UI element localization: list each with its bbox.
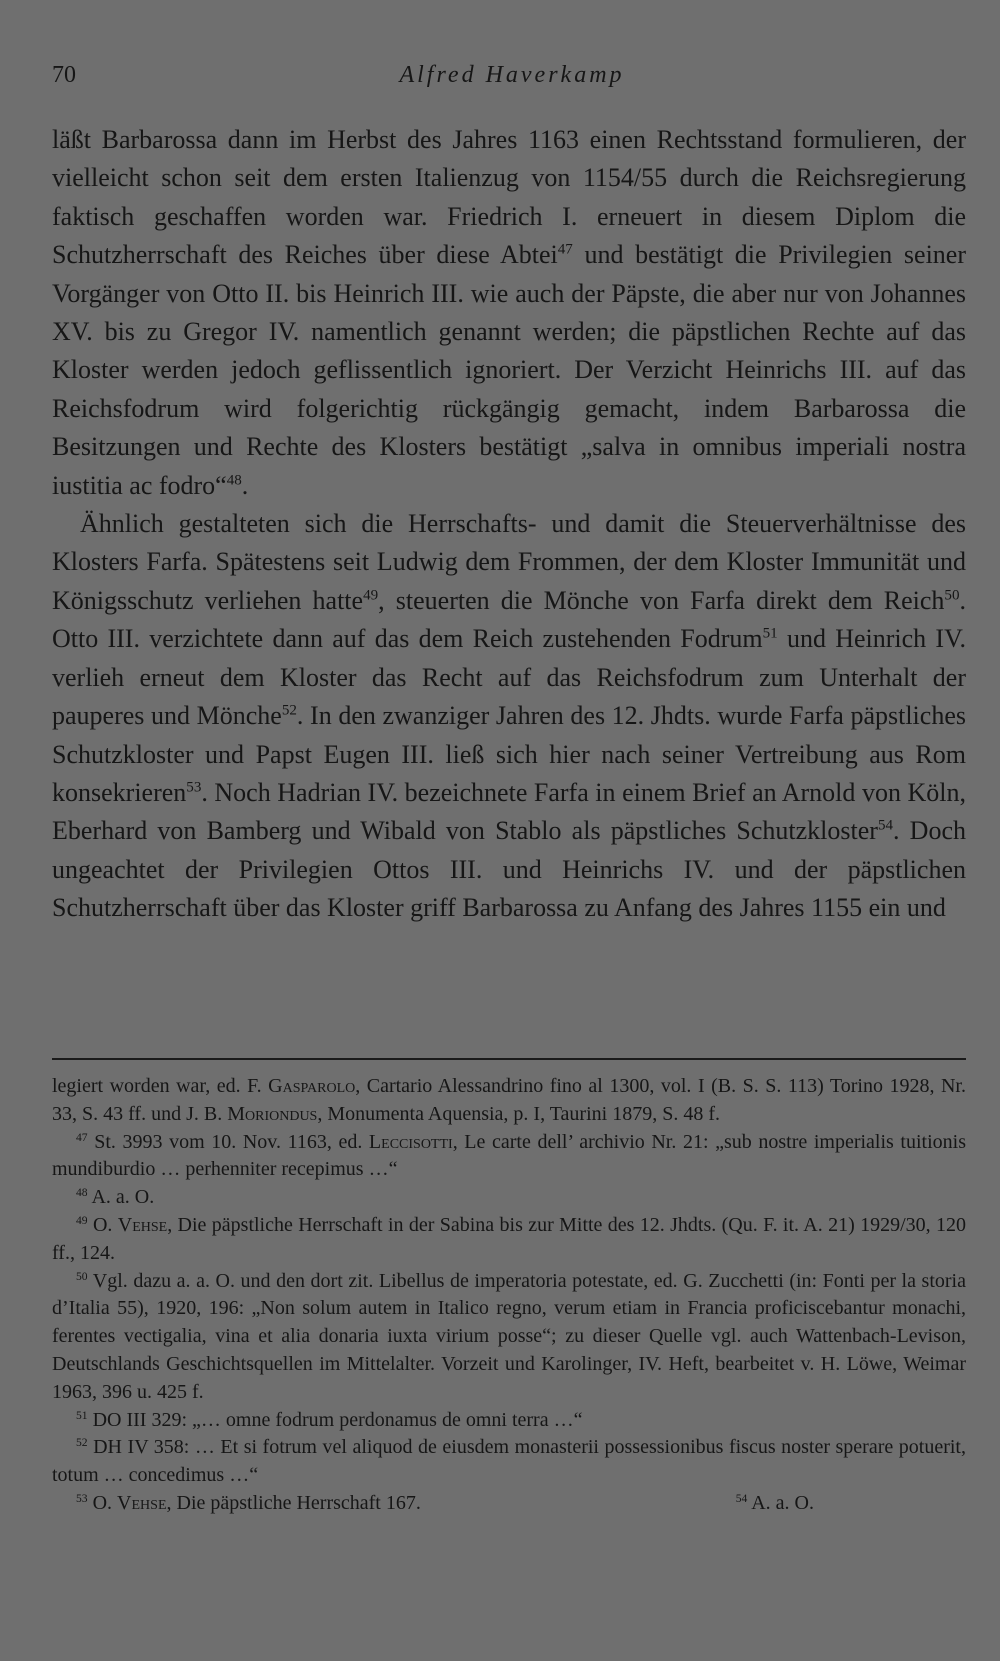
text-run: und bestätigt die Privilegien seiner Vorgänger von Otto II. bis Heinrich III. wie auch der Päpste, die aber nur von Johannes XV. bis zu Gregor IV. namentlich genannt werden; die päpstlichen Rechte auf das Kloster werden jedoch geflissentlich ignoriert. Der Verzicht Heinrichs III. auf das Reichsfodrum wird folgerichtig rückgängig gemacht, indem Barbarossa die Besitzungen und Rechte des Klosters bestätigt „salva in omnibus imperiali nostra iustitia ac fodro“ bbox=[52, 240, 966, 500]
paragraph-1 bbox=[52, 121, 966, 505]
footnote-ref-47: 47 bbox=[557, 241, 573, 258]
footnote-number: 54 bbox=[735, 1491, 748, 1505]
footnote-divider bbox=[52, 1058, 966, 1060]
text-run: Ähnlich gestalteten sich die Herrschafts- und damit die Steuerverhältnisse des Klosters Farfa. Spätestens seit Ludwig dem Frommen, der dem Kloster Immunität und Königsschutz verliehen hatte bbox=[52, 509, 966, 615]
footnotes bbox=[52, 1073, 966, 1518]
author-name: Gasparolo bbox=[268, 1075, 356, 1097]
note-text: A. a. O. bbox=[747, 1491, 814, 1514]
note-text: O. bbox=[87, 1491, 118, 1514]
note-text: Vgl. dazu a. a. O. und den dort zit. Libellus de imperatoria potestate, ed. G. Zucchetti (in: Fonti per la storia d’Italia 55), 1920, 196: „Non solum autem in Italico regno, verum etiam in Francia proficiscebantur monachi, ferentes vectigalia, vina et alia donaria iuxta virium posse“; zu dieser Quelle vgl. auch Wattenbach-Levison, Deutschlands Geschichtsquellen im Mittelalter. Vorzeit und Karolinger, IV. Heft, bearbeitet v. H. Löwe, Weimar 1963, 396 u. 425 f. bbox=[52, 1269, 966, 1403]
author-name: Moriondus bbox=[227, 1102, 318, 1125]
page-header bbox=[52, 62, 972, 96]
text-run: . Noch Hadrian IV. bezeichnete Farfa in einem Brief an Arnold von Köln, Eberhard von Bamberg und Wibald von Stablo als päpstliches Schutzkloster bbox=[52, 777, 966, 846]
footnote-row-53-54 bbox=[52, 1490, 966, 1518]
note-text: , Le carte dell’ archivio Nr. 21: „sub nostre imperialis tuitionis mundiburdio … perhenniter recepimus …“ bbox=[52, 1130, 966, 1181]
footnote-number: 52 bbox=[76, 1436, 88, 1450]
main-text bbox=[52, 121, 966, 928]
footnote-51 bbox=[52, 1407, 966, 1435]
page-number: 70 bbox=[52, 62, 76, 88]
text-run: , steuerten die Mönche von Farfa direkt dem Reich bbox=[378, 585, 945, 615]
footnote-52 bbox=[52, 1434, 966, 1490]
author-name: Leccisotti bbox=[368, 1130, 453, 1153]
note-text: , Die päpstliche Herrschaft in der Sabina bis zur Mitte des 12. Jhdts. (Qu. F. it. A. 21) 1929/30, 120 ff., 124. bbox=[52, 1213, 967, 1264]
footnote-ref-48: 48 bbox=[226, 472, 242, 489]
note-text: , Monumenta Aquensia, p. I, Taurini 1879, S. 48 f. bbox=[317, 1102, 720, 1125]
footnote-54 bbox=[712, 1490, 814, 1518]
footnote-ref-52: 52 bbox=[281, 702, 297, 719]
paragraph-2 bbox=[52, 505, 966, 927]
footnote-48 bbox=[52, 1184, 966, 1212]
footnote-49 bbox=[52, 1212, 966, 1268]
text-run: . Otto III. verzichtete dann auf das dem Reich zustehenden Fodrum bbox=[52, 585, 966, 654]
author-name: Vehse bbox=[117, 1213, 168, 1236]
footnote-number: 53 bbox=[76, 1491, 88, 1505]
text-run: . Doch ungeachtet der Privilegien Ottos III. und Heinrichs IV. und der päpstlichen Schutzherrschaft über das Kloster griff Barbarossa zu Anfang des Jahres 1155 ein und bbox=[52, 816, 966, 923]
text-run: und Heinrich IV. verlieh erneut dem Kloster das Recht auf das Reichsfodrum zum Unterhalt der pauperes und Mönche bbox=[52, 624, 966, 731]
footnote-53 bbox=[52, 1490, 421, 1518]
footnote-ref-53: 53 bbox=[186, 779, 202, 796]
footnote-number: 50 bbox=[76, 1269, 88, 1283]
note-text: A. a. O. bbox=[87, 1186, 155, 1209]
footnote-number: 47 bbox=[76, 1130, 88, 1144]
footnote-number: 49 bbox=[76, 1213, 88, 1227]
note-text: St. 3993 vom 10. Nov. 1163, ed. bbox=[87, 1130, 369, 1153]
note-text: O. bbox=[87, 1213, 118, 1236]
footnote-ref-50: 50 bbox=[944, 587, 960, 604]
text-run: . In den zwanziger Jahren des 12. Jhdts. wurde Farfa päpstliches Schutzkloster und Papst Eugen III. ließ sich hier nach seiner Vertreibung aus Rom konsekrieren bbox=[52, 701, 966, 807]
text-run: . bbox=[241, 470, 249, 500]
note-text: DH IV 358: … Et si fotrum vel aliquod de eiusdem monasterii possessionibus fiscus noster sperare potuerit, totum … concedimus …“ bbox=[52, 1436, 966, 1487]
running-head: Alfred Haverkamp bbox=[399, 62, 625, 88]
footnote-continuation bbox=[52, 1073, 966, 1129]
note-text: , Die päpstliche Herrschaft 167. bbox=[166, 1491, 421, 1514]
footnote-50 bbox=[52, 1268, 966, 1407]
footnote-ref-49: 49 bbox=[363, 587, 379, 604]
footnote-ref-51: 51 bbox=[762, 625, 778, 642]
text-run: läßt Barbarossa dann im Herbst des Jahres 1163 einen Rechtsstand formulieren, der vielleicht schon seit dem ersten Italienzug von 1154/55 durch die Reichsregierung faktisch geschaffen worden war. Friedrich I. erneuert in diesem Diplom die Schutzherrschaft des Reiches über diese Abtei bbox=[52, 125, 966, 270]
footnote-ref-54: 54 bbox=[877, 817, 894, 834]
footnote-number: 51 bbox=[76, 1408, 88, 1422]
note-text: DO III 329: „… omne fodrum perdonamus de omni terra …“ bbox=[87, 1408, 583, 1431]
footnote-47 bbox=[52, 1129, 966, 1185]
note-text: , Cartario Alessandrino fino al 1300, vol. I (B. S. S. 113) Torino 1928, Nr. 33, S. 43 ff. und J. B. bbox=[52, 1075, 966, 1125]
note-text: legiert worden war, ed. F. bbox=[52, 1075, 269, 1097]
author-name: Vehse bbox=[117, 1491, 167, 1514]
footnote-number: 48 bbox=[76, 1186, 88, 1199]
